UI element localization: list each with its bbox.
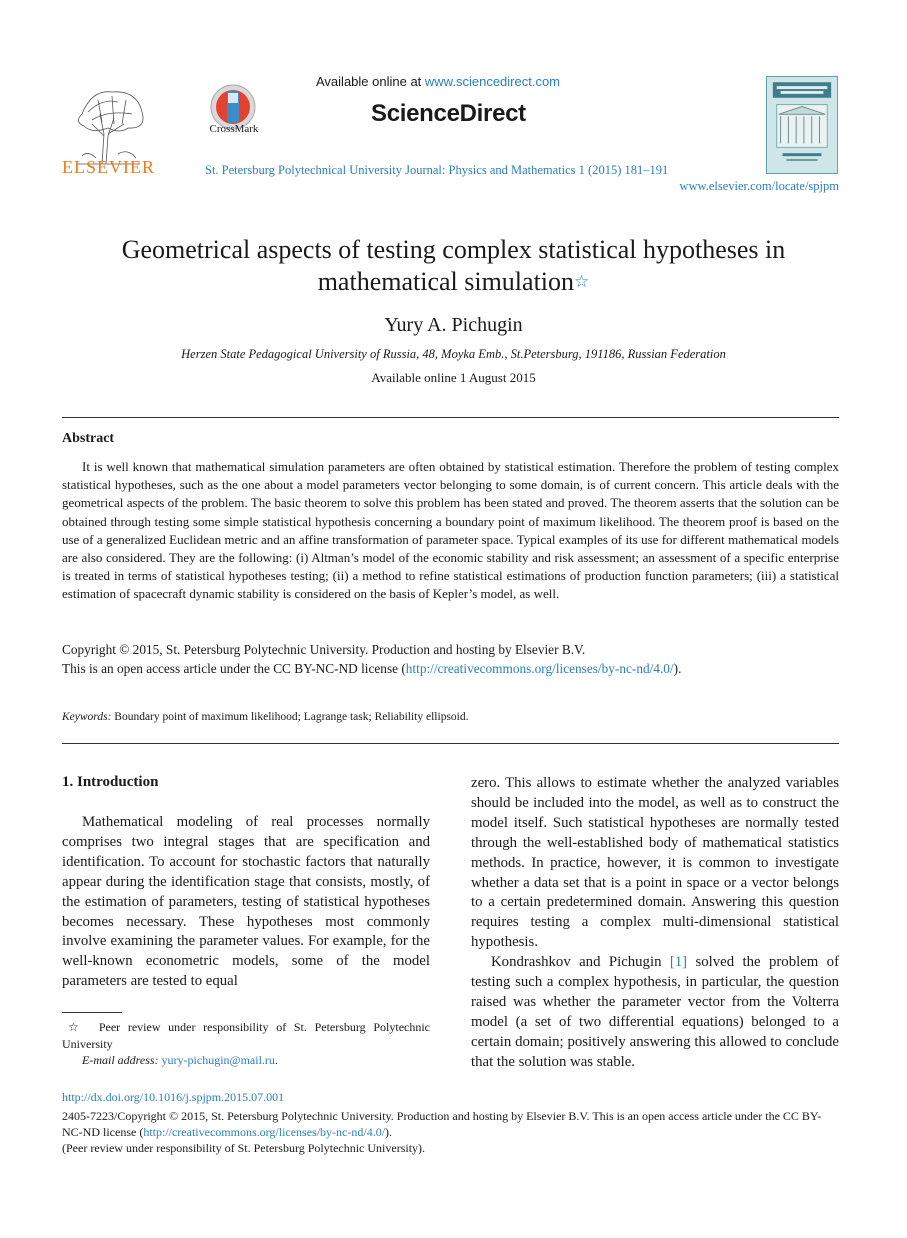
email-label: E-mail address:: [82, 1053, 159, 1067]
journal-reference[interactable]: St. Petersburg Polytechnical University Journal: Physics and Mathematics 1 (2015) 181–191: [205, 163, 669, 177]
doi-link[interactable]: http://dx.doi.org/10.1016/j.spjpm.2015.07.001: [62, 1090, 285, 1104]
bottom-copy-suffix: ).: [385, 1125, 393, 1140]
bottom-copyright: [62, 1108, 839, 1157]
keywords-label: Keywords:: [62, 711, 112, 723]
bottom-copy-prefix: 2405-7223/Copyright © 2015, St. Petersburg Polytechnic University. Production and hosting by Elsevier B.V. This is an open access article under the CC BY-NC-ND license (: [62, 1109, 822, 1140]
section-heading-introduction: 1. Introduction: [62, 774, 159, 790]
copyright-block: [62, 640, 839, 678]
license-prefix: This is an open access article under the CC BY-NC-ND license (: [62, 661, 406, 676]
email-link[interactable]: yury-pichugin@mail.ru: [161, 1053, 275, 1067]
available-online-line: [316, 74, 560, 89]
author-name: Yury A. Pichugin: [384, 314, 523, 336]
body-column-right: [471, 774, 839, 1073]
journal-url-link[interactable]: www.elsevier.com/locate/spjpm: [679, 179, 839, 193]
bottom-peer-review: (Peer review under responsibility of St. Petersburg Polytechnic University).: [62, 1141, 426, 1156]
license-suffix: ).: [673, 661, 682, 676]
license-line: [62, 659, 839, 678]
footnote-peer-review: [62, 1019, 430, 1052]
license-link[interactable]: http://creativecommons.org/licenses/by-nc-nd/4.0/: [405, 661, 674, 676]
footnote-divider: [62, 1012, 122, 1013]
footnote-star-icon: ☆: [68, 1020, 84, 1034]
available-online-date: Available online 1 August 2015: [371, 370, 536, 385]
divider-top: [62, 417, 839, 418]
footnote-text: Peer review under responsibility of St. Petersburg Polytechnic University: [62, 1020, 431, 1051]
reference-link-1[interactable]: [1]: [669, 954, 688, 971]
abstract-heading: Abstract: [62, 431, 115, 446]
intro-paragraph-2: [471, 953, 839, 1072]
intro-paragraph-1: Mathematical modeling of real processes normally comprises two integral stages that are specification and identification. To account for stochastic factors that naturally appear during the identification stage that consists, mostly, of the estimation of parameters, testing of statistical hypotheses becomes necessary. These hypotheses most commonly involve examining the parameter values. For example, for the well-known econometric models, some of the model parameters are tested to equal: [62, 814, 430, 990]
sciencedirect-brand: ScienceDirect: [371, 100, 526, 127]
bottom-license-link[interactable]: http://creativecommons.org/licenses/by-nc-nd/4.0/: [143, 1125, 386, 1140]
copyright-line: Copyright © 2015, St. Petersburg Polytechnic University. Production and hosting by Elsevier B.V.: [62, 642, 586, 657]
email-end: .: [274, 1053, 278, 1067]
p3-text-start: Kondrashkov and Pichugin: [491, 954, 670, 971]
author-affiliation: Herzen State Pedagogical University of Russia, 48, Moyka Emb., St.Petersburg, 191186, Russian Federation: [181, 347, 726, 361]
journal-cover-thumbnail[interactable]: [766, 76, 838, 174]
article-title: [60, 234, 847, 298]
article-title-text: Geometrical aspects of testing complex statistical hypotheses in mathematical simulation: [121, 235, 786, 296]
divider-bottom: [62, 743, 839, 744]
crossmark-label: CrossMark: [209, 123, 259, 135]
abstract-text: It is well known that mathematical simulation parameters are often obtained by statistical estimation. Therefore the problem of testing complex statistical hypotheses, such as the one about a model parameters vector belonging to some domain, is of current concern. This article deals with the geometrical aspects of the problem. The basic theorem to solve this problem has been stated and proved. The theorem asserts that the solution can be obtained through testing some simple statistical hypothesis concerning a boundary point of maximum likelihood. The theorem proof is based on the use of a generalized Euclidean metric and an affine transformation of parameter space. Typical examples of its use for different mathematical models are also considered. They are the following: (i) Altman’s model of the economic stability and risk assessment; an assessment of a specific enterprise is treated in terms of statistical hypotheses testing; (ii) a method to refine statistical estimations of production function parameters; (iii) a statistical estimation of spacecraft dynamic stability is considered on the basis of Kepler’s model, as well.: [62, 459, 839, 602]
keywords-line: [62, 711, 469, 723]
intro-paragraph-1-continued: zero. This allows to estimate whether the analyzed variables should be included into the model, as well as to construct the model itself. Such statistical hypotheses are normally tested through the well-established body of mathematical statistics methods. In practice, however, it is common to investigate whether a data set that is a point in space or a vector belongs to a certain predetermined domain. Answering this question requires testing a complex multi-dimensional statistical hypothesis.: [471, 775, 839, 951]
footnote-block: [62, 1019, 430, 1069]
title-footnote-star-icon[interactable]: ☆: [574, 272, 590, 291]
bottom-license-line: [62, 1108, 839, 1140]
footnote-email: [62, 1052, 430, 1069]
body-column-left: [62, 813, 430, 992]
elsevier-wordmark: ELSEVIER: [62, 157, 155, 177]
available-prefix: Available online at: [316, 74, 425, 89]
sciencedirect-link[interactable]: www.sciencedirect.com: [424, 74, 561, 89]
keywords-list: Boundary point of maximum likelihood; Lagrange task; Reliability ellipsoid.: [114, 711, 469, 723]
p3-text-end: solved the problem of testing such a complex hypothesis, in particular, the question raised was whether the parameter vector from the Volterra model (a set of two differential equations) belonged to a certain domain; positively answering this allowed to conclude that the solution was stable.: [471, 954, 839, 1070]
